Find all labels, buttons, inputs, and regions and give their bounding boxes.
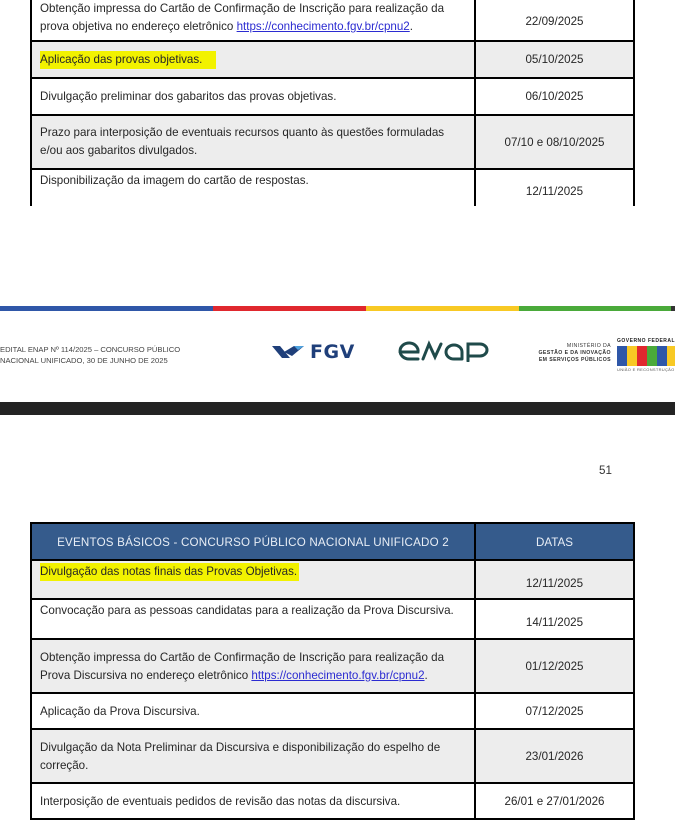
event-text: Obtenção impressa do Cartão de Confirmação de Inscrição para realização da prova objetiva no endereço eletrônico https://conhecimento.fgv.br/cpnu2. — [40, 2, 445, 33]
event-cell: Prazo para interposição de eventuais recursos quanto às questões formuladas e/ou aos gabaritos divulgados. — [32, 116, 476, 168]
date-cell: 05/10/2025 — [525, 53, 584, 66]
table-row — [32, 40, 633, 77]
date-cell: 01/12/2025 — [525, 660, 584, 673]
event-text: Obtenção impressa do Cartão de Confirmação de Inscrição para realização da Prova Discursiva no endereço eletrônico https://conhecimento.fgv.br/cpnu2. — [40, 650, 445, 682]
edital-line-2: NACIONAL UNIFICADO, 30 DE JUNHO DE 2025 — [0, 356, 168, 365]
date-cell: 07/12/2025 — [525, 705, 584, 718]
edital-line-1: EDITAL ENAP Nº 114/2025 – CONCURSO PÚBLICO — [0, 345, 181, 354]
date-cell: 14/11/2025 — [525, 616, 584, 629]
gov-bottom-text: UNIÃO E RECONSTRUÇÃO — [617, 367, 675, 372]
events-table-bottom — [30, 522, 635, 820]
table-row — [32, 638, 633, 693]
date-cell: 12/11/2025 — [525, 577, 584, 590]
edital-reference — [0, 344, 180, 366]
page-number: 51 — [599, 464, 612, 477]
table-row — [32, 114, 633, 168]
date-cell: 06/10/2025 — [525, 90, 584, 103]
date-cell: 26/01 e 27/01/2026 — [504, 795, 605, 808]
ministerio-logo — [515, 343, 611, 364]
header-dates: DATAS — [536, 536, 573, 549]
header-events: EVENTOS BÁSICOS - CONCURSO PÚBLICO NACIONAL UNIFICADO 2 — [32, 524, 476, 561]
highlighted-event-text: Aplicação das provas objetivas. — [40, 51, 216, 69]
color-stripe-dark — [671, 306, 675, 311]
event-cell: Divulgação da Nota Preliminar da Discursiva e disponibilização do espelho de correção. — [32, 730, 476, 783]
date-cell: 23/01/2026 — [525, 750, 584, 763]
date-cell: 12/11/2025 — [525, 184, 584, 198]
governo-federal-logo — [617, 338, 675, 372]
highlighted-event-text: Divulgação das notas finais das Provas Objetivas. — [40, 563, 299, 581]
event-cell: Divulgação preliminar dos gabaritos das provas objetivas. — [32, 79, 476, 114]
link-conhecimento[interactable]: https://conhecimento.fgv.br/cpnu2 — [236, 20, 410, 33]
color-stripe-blue — [0, 306, 213, 311]
ministerio-line-1: MINISTÉRIO DA — [566, 343, 611, 349]
table-row — [32, 598, 633, 639]
event-cell: Aplicação da Prova Discursiva. — [32, 694, 476, 729]
events-table-top — [30, 0, 635, 206]
enap-logo — [398, 340, 490, 368]
table-row — [32, 559, 633, 600]
color-stripe-green — [519, 306, 671, 311]
table-row — [32, 692, 633, 729]
fgv-chevron-icon — [272, 344, 306, 360]
date-cell: 22/09/2025 — [525, 14, 584, 28]
page-separator — [0, 402, 675, 415]
date-cell: 07/10 e 08/10/2025 — [504, 135, 605, 149]
fgv-logo — [272, 341, 355, 363]
ministerio-line-3: EM SERVIÇOS PÚBLICOS — [538, 357, 611, 363]
color-stripe-red — [213, 306, 366, 311]
event-cell: Convocação para as pessoas candidatas para a realização da Prova Discursiva. — [32, 600, 476, 639]
table-row — [32, 782, 633, 819]
table-header — [32, 524, 633, 561]
table-row — [32, 0, 633, 42]
event-cell — [32, 640, 476, 693]
ministerio-line-2: GESTÃO E DA INOVAÇÃO — [538, 350, 611, 356]
event-cell — [32, 0, 476, 42]
enap-wordmark-icon — [398, 340, 490, 362]
table-row — [32, 168, 633, 206]
fgv-logo-text: FGV — [310, 341, 355, 363]
brasil-logo-icon — [617, 346, 675, 366]
event-cell: Disponibilização da imagem do cartão de respostas. — [32, 170, 476, 206]
gov-top-text: GOVERNO FEDERAL — [617, 338, 675, 344]
event-cell — [32, 42, 476, 77]
table-row — [32, 728, 633, 783]
event-cell: Interposição de eventuais pedidos de revisão das notas da discursiva. — [32, 784, 476, 819]
table-row — [32, 77, 633, 114]
event-cell — [32, 561, 476, 600]
link-conhecimento[interactable]: https://conhecimento.fgv.br/cpnu2 — [251, 668, 425, 682]
color-stripe-yellow — [366, 306, 519, 311]
